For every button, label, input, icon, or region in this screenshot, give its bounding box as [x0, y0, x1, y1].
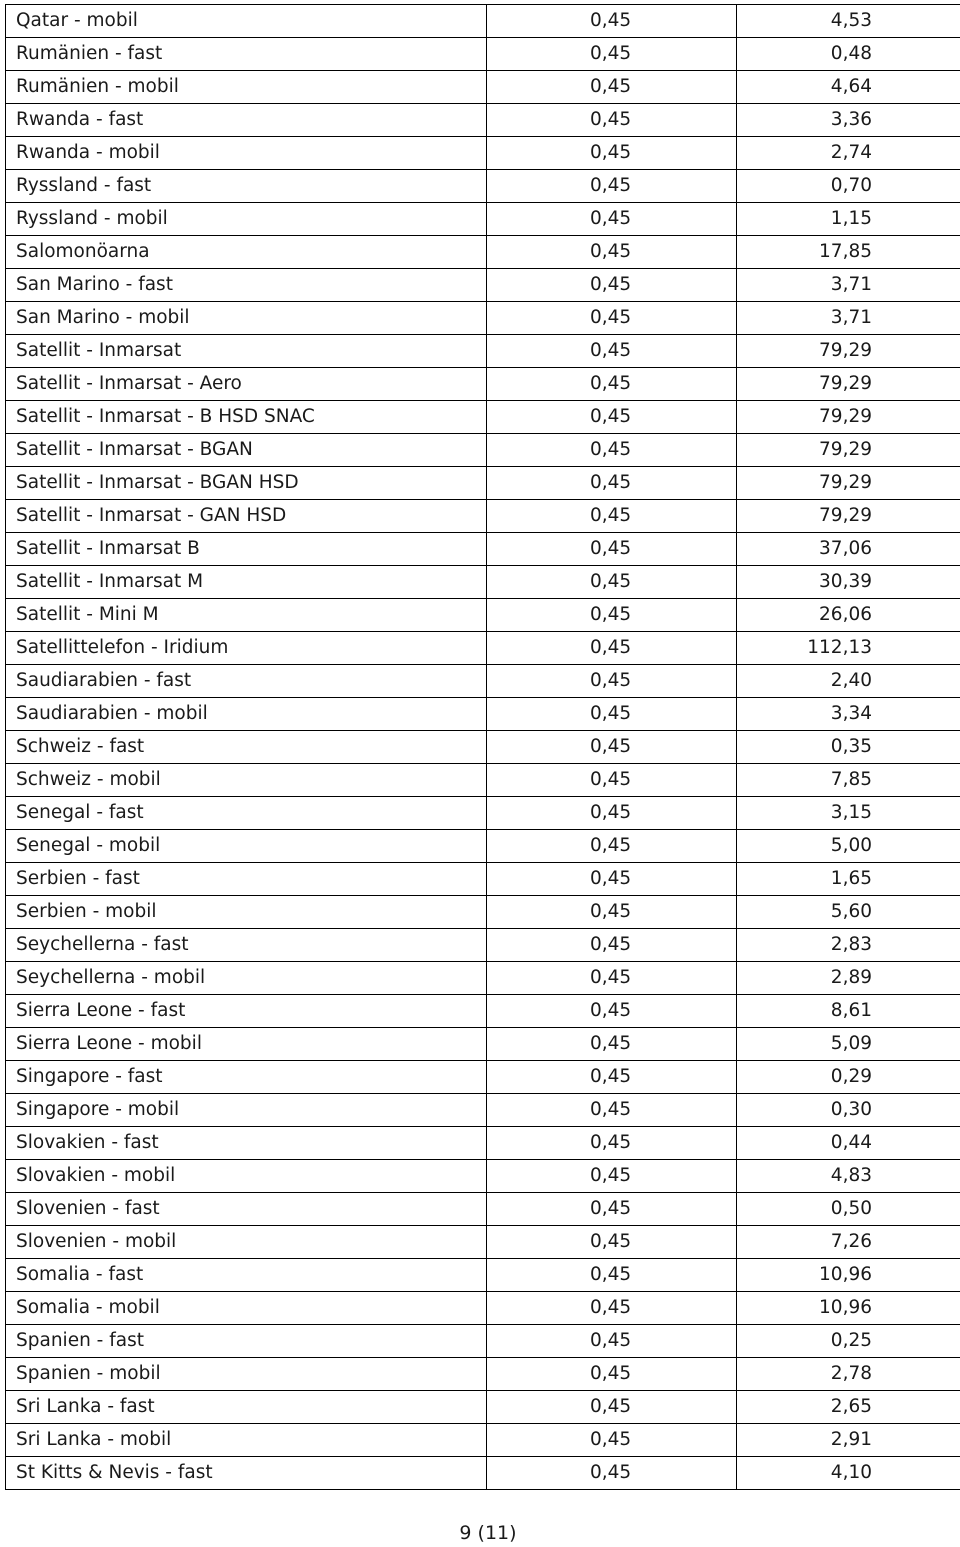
rate-cell-2: 2,40 — [737, 665, 960, 698]
rate-cell-2: 2,78 — [737, 1358, 960, 1391]
rate-cell-2: 5,60 — [737, 896, 960, 929]
table-row — [6, 1028, 960, 1061]
rate-cell-1: 0,45 — [487, 632, 737, 665]
rate-cell-1: 0,45 — [487, 1292, 737, 1325]
country-cell: Satellit - Inmarsat - GAN HSD — [6, 500, 487, 533]
rate-cell-1: 0,45 — [487, 698, 737, 731]
rate-cell-1: 0,45 — [487, 467, 737, 500]
country-cell: Sri Lanka - mobil — [6, 1424, 487, 1457]
rate-cell-1: 0,45 — [487, 665, 737, 698]
table-row — [6, 335, 960, 368]
country-cell: Satellit - Inmarsat M — [6, 566, 487, 599]
country-cell: Seychellerna - fast — [6, 929, 487, 962]
table-row — [6, 104, 960, 137]
rate-cell-2: 37,06 — [737, 533, 960, 566]
rate-cell-2: 2,89 — [737, 962, 960, 995]
country-cell: Satellit - Inmarsat — [6, 335, 487, 368]
country-cell: Serbien - mobil — [6, 896, 487, 929]
country-cell: Singapore - fast — [6, 1061, 487, 1094]
table-row — [6, 5, 960, 38]
country-cell: San Marino - mobil — [6, 302, 487, 335]
rate-cell-1: 0,45 — [487, 1259, 737, 1292]
table-row — [6, 962, 960, 995]
table-row — [6, 137, 960, 170]
rate-cell-2: 0,30 — [737, 1094, 960, 1127]
rate-cell-1: 0,45 — [487, 401, 737, 434]
country-cell: Satellittelefon - Iridium — [6, 632, 487, 665]
table-row — [6, 1160, 960, 1193]
country-cell: Rumänien - mobil — [6, 71, 487, 104]
rate-cell-2: 10,96 — [737, 1292, 960, 1325]
country-cell: Ryssland - mobil — [6, 203, 487, 236]
rate-cell-2: 10,96 — [737, 1259, 960, 1292]
table-row — [6, 401, 960, 434]
rate-cell-2: 0,50 — [737, 1193, 960, 1226]
table-row — [6, 830, 960, 863]
table-row — [6, 1358, 960, 1391]
rate-cell-1: 0,45 — [487, 1193, 737, 1226]
rate-cell-1: 0,45 — [487, 137, 737, 170]
rate-cell-1: 0,45 — [487, 170, 737, 203]
rate-cell-2: 8,61 — [737, 995, 960, 1028]
table-row — [6, 1127, 960, 1160]
table-row — [6, 995, 960, 1028]
country-cell: Saudiarabien - mobil — [6, 698, 487, 731]
rate-cell-2: 17,85 — [737, 236, 960, 269]
rate-cell-1: 0,45 — [487, 962, 737, 995]
country-cell: Sri Lanka - fast — [6, 1391, 487, 1424]
rate-cell-1: 0,45 — [487, 5, 737, 38]
table-row — [6, 632, 960, 665]
rate-cell-1: 0,45 — [487, 335, 737, 368]
table-row — [6, 929, 960, 962]
rate-cell-2: 79,29 — [737, 368, 960, 401]
rate-cell-1: 0,45 — [487, 269, 737, 302]
country-cell: St Kitts & Nevis - fast — [6, 1457, 487, 1490]
rate-cell-1: 0,45 — [487, 1424, 737, 1457]
rate-cell-1: 0,45 — [487, 1061, 737, 1094]
table-row — [6, 203, 960, 236]
table-row — [6, 1292, 960, 1325]
rate-cell-1: 0,45 — [487, 1160, 737, 1193]
table-row — [6, 1259, 960, 1292]
country-cell: Slovakien - mobil — [6, 1160, 487, 1193]
table-row — [6, 500, 960, 533]
rate-cell-1: 0,45 — [487, 203, 737, 236]
rate-cell-2: 79,29 — [737, 467, 960, 500]
table-row — [6, 170, 960, 203]
rate-cell-1: 0,45 — [487, 104, 737, 137]
rate-cell-1: 0,45 — [487, 1226, 737, 1259]
rate-cell-2: 2,83 — [737, 929, 960, 962]
country-cell: Spanien - fast — [6, 1325, 487, 1358]
country-cell: Slovenien - fast — [6, 1193, 487, 1226]
table-row — [6, 1226, 960, 1259]
country-cell: Rwanda - mobil — [6, 137, 487, 170]
country-cell: Slovakien - fast — [6, 1127, 487, 1160]
table-row — [6, 665, 960, 698]
rate-cell-2: 79,29 — [737, 500, 960, 533]
country-cell: Sierra Leone - mobil — [6, 1028, 487, 1061]
page-number: 9 (11) — [459, 1522, 517, 1544]
rate-cell-2: 26,06 — [737, 599, 960, 632]
table-row — [6, 1325, 960, 1358]
rate-cell-2: 4,83 — [737, 1160, 960, 1193]
table-row — [6, 269, 960, 302]
rate-cell-1: 0,45 — [487, 1457, 737, 1490]
country-cell: Salomonöarna — [6, 236, 487, 269]
country-cell: Satellit - Inmarsat - BGAN HSD — [6, 467, 487, 500]
rate-cell-2: 79,29 — [737, 335, 960, 368]
rate-cell-1: 0,45 — [487, 863, 737, 896]
table-row — [6, 1193, 960, 1226]
country-cell: Schweiz - fast — [6, 731, 487, 764]
table-row — [6, 71, 960, 104]
rate-cell-1: 0,45 — [487, 1094, 737, 1127]
country-cell: Satellit - Inmarsat - Aero — [6, 368, 487, 401]
rate-cell-2: 79,29 — [737, 401, 960, 434]
rates-table-body — [6, 5, 960, 1490]
rate-cell-1: 0,45 — [487, 566, 737, 599]
table-row — [6, 797, 960, 830]
rate-cell-1: 0,45 — [487, 1391, 737, 1424]
rate-cell-1: 0,45 — [487, 434, 737, 467]
country-cell: Singapore - mobil — [6, 1094, 487, 1127]
rate-cell-1: 0,45 — [487, 1028, 737, 1061]
country-cell: Senegal - mobil — [6, 830, 487, 863]
rate-cell-1: 0,45 — [487, 236, 737, 269]
rate-cell-2: 0,70 — [737, 170, 960, 203]
rate-cell-2: 0,44 — [737, 1127, 960, 1160]
table-row — [6, 368, 960, 401]
country-cell: Somalia - mobil — [6, 1292, 487, 1325]
rate-cell-2: 5,00 — [737, 830, 960, 863]
country-cell: Satellit - Inmarsat - B HSD SNAC — [6, 401, 487, 434]
rate-cell-1: 0,45 — [487, 995, 737, 1028]
rate-cell-2: 7,85 — [737, 764, 960, 797]
country-cell: Slovenien - mobil — [6, 1226, 487, 1259]
table-row — [6, 863, 960, 896]
table-row — [6, 764, 960, 797]
rate-cell-2: 1,15 — [737, 203, 960, 236]
country-cell: Seychellerna - mobil — [6, 962, 487, 995]
country-cell: Somalia - fast — [6, 1259, 487, 1292]
table-row — [6, 896, 960, 929]
table-row — [6, 1391, 960, 1424]
rate-cell-2: 0,29 — [737, 1061, 960, 1094]
country-cell: Senegal - fast — [6, 797, 487, 830]
rate-cell-1: 0,45 — [487, 764, 737, 797]
rate-cell-2: 1,65 — [737, 863, 960, 896]
rate-cell-2: 112,13 — [737, 632, 960, 665]
table-row — [6, 1094, 960, 1127]
table-row — [6, 434, 960, 467]
rate-cell-2: 0,48 — [737, 38, 960, 71]
rate-cell-1: 0,45 — [487, 71, 737, 104]
rate-cell-1: 0,45 — [487, 533, 737, 566]
rate-cell-1: 0,45 — [487, 368, 737, 401]
rate-cell-2: 2,74 — [737, 137, 960, 170]
country-cell: Satellit - Inmarsat B — [6, 533, 487, 566]
rate-cell-1: 0,45 — [487, 38, 737, 71]
rate-cell-2: 0,25 — [737, 1325, 960, 1358]
table-row — [6, 566, 960, 599]
country-cell: Rumänien - fast — [6, 38, 487, 71]
country-cell: Rwanda - fast — [6, 104, 487, 137]
rate-cell-2: 3,71 — [737, 302, 960, 335]
table-row — [6, 533, 960, 566]
country-cell: Spanien - mobil — [6, 1358, 487, 1391]
country-cell: Schweiz - mobil — [6, 764, 487, 797]
rate-cell-1: 0,45 — [487, 1325, 737, 1358]
country-cell: Saudiarabien - fast — [6, 665, 487, 698]
rate-cell-2: 3,34 — [737, 698, 960, 731]
rate-cell-1: 0,45 — [487, 731, 737, 764]
table-row — [6, 467, 960, 500]
rate-cell-2: 7,26 — [737, 1226, 960, 1259]
rate-cell-2: 2,91 — [737, 1424, 960, 1457]
country-cell: San Marino - fast — [6, 269, 487, 302]
table-row — [6, 1061, 960, 1094]
rate-cell-1: 0,45 — [487, 599, 737, 632]
rate-cell-1: 0,45 — [487, 896, 737, 929]
rate-cell-2: 4,64 — [737, 71, 960, 104]
table-row — [6, 698, 960, 731]
table-row — [6, 302, 960, 335]
rate-cell-1: 0,45 — [487, 1358, 737, 1391]
rate-cell-1: 0,45 — [487, 302, 737, 335]
table-row — [6, 38, 960, 71]
rate-cell-2: 3,71 — [737, 269, 960, 302]
rate-cell-2: 3,36 — [737, 104, 960, 137]
rate-cell-2: 3,15 — [737, 797, 960, 830]
country-cell: Sierra Leone - fast — [6, 995, 487, 1028]
table-row — [6, 599, 960, 632]
country-cell: Ryssland - fast — [6, 170, 487, 203]
rate-cell-1: 0,45 — [487, 500, 737, 533]
rate-cell-1: 0,45 — [487, 797, 737, 830]
rate-cell-1: 0,45 — [487, 830, 737, 863]
rate-cell-2: 30,39 — [737, 566, 960, 599]
rate-cell-2: 79,29 — [737, 434, 960, 467]
rate-cell-2: 4,53 — [737, 5, 960, 38]
table-row — [6, 236, 960, 269]
rate-cell-2: 0,35 — [737, 731, 960, 764]
rates-table — [5, 4, 960, 1490]
rate-cell-1: 0,45 — [487, 1127, 737, 1160]
rate-cell-2: 5,09 — [737, 1028, 960, 1061]
table-row — [6, 1457, 960, 1490]
rate-cell-2: 2,65 — [737, 1391, 960, 1424]
country-cell: Qatar - mobil — [6, 5, 487, 38]
country-cell: Serbien - fast — [6, 863, 487, 896]
rate-cell-1: 0,45 — [487, 929, 737, 962]
country-cell: Satellit - Mini M — [6, 599, 487, 632]
table-row — [6, 731, 960, 764]
country-cell: Satellit - Inmarsat - BGAN — [6, 434, 487, 467]
table-row — [6, 1424, 960, 1457]
rate-cell-2: 4,10 — [737, 1457, 960, 1490]
